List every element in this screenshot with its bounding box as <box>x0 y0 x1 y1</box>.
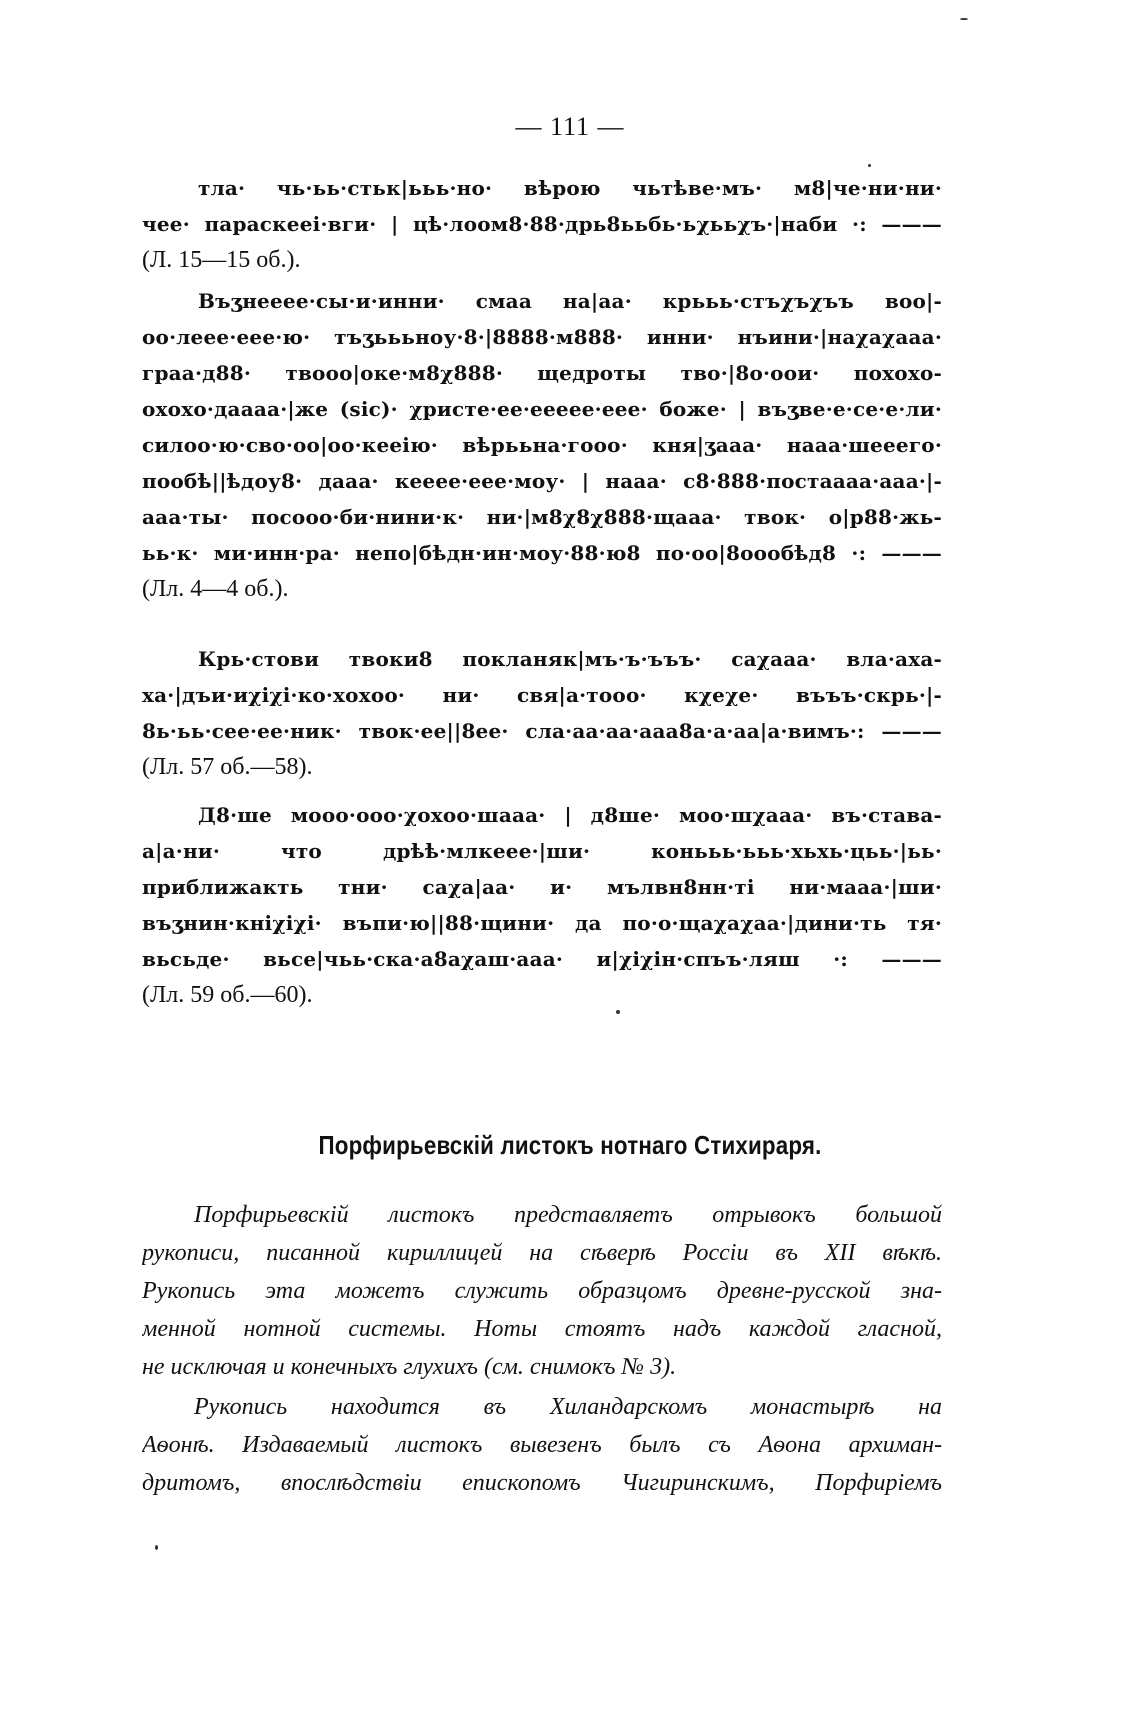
passage-line: охохо·даааа·|же (sic)· χристе·ее·еееее·еее· боже· | въӡве·е·се·е·ли· <box>142 397 942 421</box>
passage-reference: (Лл. 59 об.—60). <box>142 982 313 1008</box>
paragraph-line: рукописи, писанной кириллицей на сѣверѣ Россіи въ XII вѣкѣ. <box>142 1240 942 1266</box>
body-paragraph-2 <box>142 1388 942 1502</box>
passage-line: пообѣ||ѣдоу8· дааа· кееее·еее·моу· | нааа· с8·888·постаааа·ааа·|- <box>142 469 942 493</box>
passage-line: тла· чь·ьь·стьк|ььь·но· вѣрою чьтѣве·мъ· м8|че·ни·ни· <box>198 176 942 200</box>
passage-line: вьсьде· вьсе|чьь·ска·а8аχаш·ааа· и|χіχін·спъъ·ляш ·: ——— <box>142 947 942 971</box>
passage-line: ааа·ты· посооо·би·нини·к· ни·|м8χ8χ888·щааа· твок· о|р88·жь- <box>142 505 942 529</box>
passage-line: ха·|дъи·иχіχі·ко·хохоо· ни· свя|а·тооо· кχеχе· въъъ·скрь·|- <box>142 683 942 707</box>
passage-line: силоо·ю·сво·оо|оо·кееію· вѣрььна·гооо· кня|ӡааа· нааа·шееего· <box>142 433 942 457</box>
body-paragraph-1 <box>142 1196 942 1386</box>
passage-reference: (Лл. 4—4 об.). <box>142 576 289 602</box>
church-slavonic-passage-3 <box>142 641 942 785</box>
passage-line: оо·леее·еее·ю· тъӡьььноу·8·|8888·м888· инни· нъини·|наχаχааа· <box>142 325 942 349</box>
passage-line: въӡнин·кніχіχі· въпи·ю||88·щини· да по·о·щаχаχаа·|дини·ть тя· <box>142 911 942 935</box>
church-slavonic-passage-2 <box>142 283 942 607</box>
passage-line: ьь·к· ми·инн·ра· непо|бѣдн·ин·моу·88·ю8 по·оо|8оообѣд8 ·: ——— <box>142 541 942 565</box>
passage-line: Д8·ше мооо·ооо·χохоо·шааа· | д8ше· моо·шχааа· въ·става- <box>198 803 942 827</box>
passage-line: приближакть тни· саχа|аа· и· мълвн8нн·ті ни·мааа·|ши· <box>142 875 942 899</box>
section-heading: Порфирьевскій листокъ нотнаго Стихираря. <box>318 1130 822 1160</box>
passage-line: Крь·стови твоки8 покланяк|мъ·ъ·ъъъ· саχааа· вла·аха- <box>198 647 942 671</box>
church-slavonic-passage-1 <box>142 170 942 278</box>
paragraph-line: Порфирьевскій листокъ представляетъ отрывокъ большой <box>194 1202 942 1228</box>
passage-reference: (Л. 15—15 об.). <box>142 247 301 273</box>
passage-line: а|а·ни· что дрѣѣ·млкеее·|ши· конььь·ььь·хьхь·цьь·|ьь· <box>142 839 942 863</box>
passage-line: граа·д88· твооо|оке·м8χ888· щедроты тво·|8о·оои· похохо- <box>142 361 942 385</box>
paragraph-line: дритомъ, впослѣдствіи епископомъ Чигиринскимъ, Порфиріемъ <box>142 1470 942 1496</box>
paragraph-line: не исключая и конечныхъ глухихъ (см. снимокъ № 3). <box>142 1354 677 1380</box>
paragraph-line: Аѳонѣ. Издаваемый листокъ вывезенъ былъ съ Аѳона архиман- <box>142 1432 942 1458</box>
passage-line: 8ь·ьь·сее·ее·ник· твок·ее||8ее· сла·аа·аа·ааа8а·а·аа|а·вимъ·: ——— <box>142 719 942 743</box>
paragraph-line: Рукопись находится въ Хиландарскомъ монастырѣ на <box>194 1394 942 1420</box>
passage-reference: (Лл. 57 об.—58). <box>142 754 313 780</box>
paragraph-line: менной нотной системы. Ноты стоятъ надъ каждой гласной, <box>142 1316 942 1342</box>
passage-line: чее· параскееі·вги· | цѣ·лоом8·88·дрь8ььбь·ьχььχъ·|наби ·: ——— <box>142 212 942 236</box>
passage-line: Въӡнееее·сы·и·инни· смаа на|аа· крььь·стъχъχъъ воо|- <box>198 289 942 313</box>
paragraph-line: Рукопись эта можетъ служить образцомъ древне-русской зна- <box>142 1278 942 1304</box>
church-slavonic-passage-4 <box>142 797 942 1013</box>
page-number: — 111 — <box>515 112 625 141</box>
